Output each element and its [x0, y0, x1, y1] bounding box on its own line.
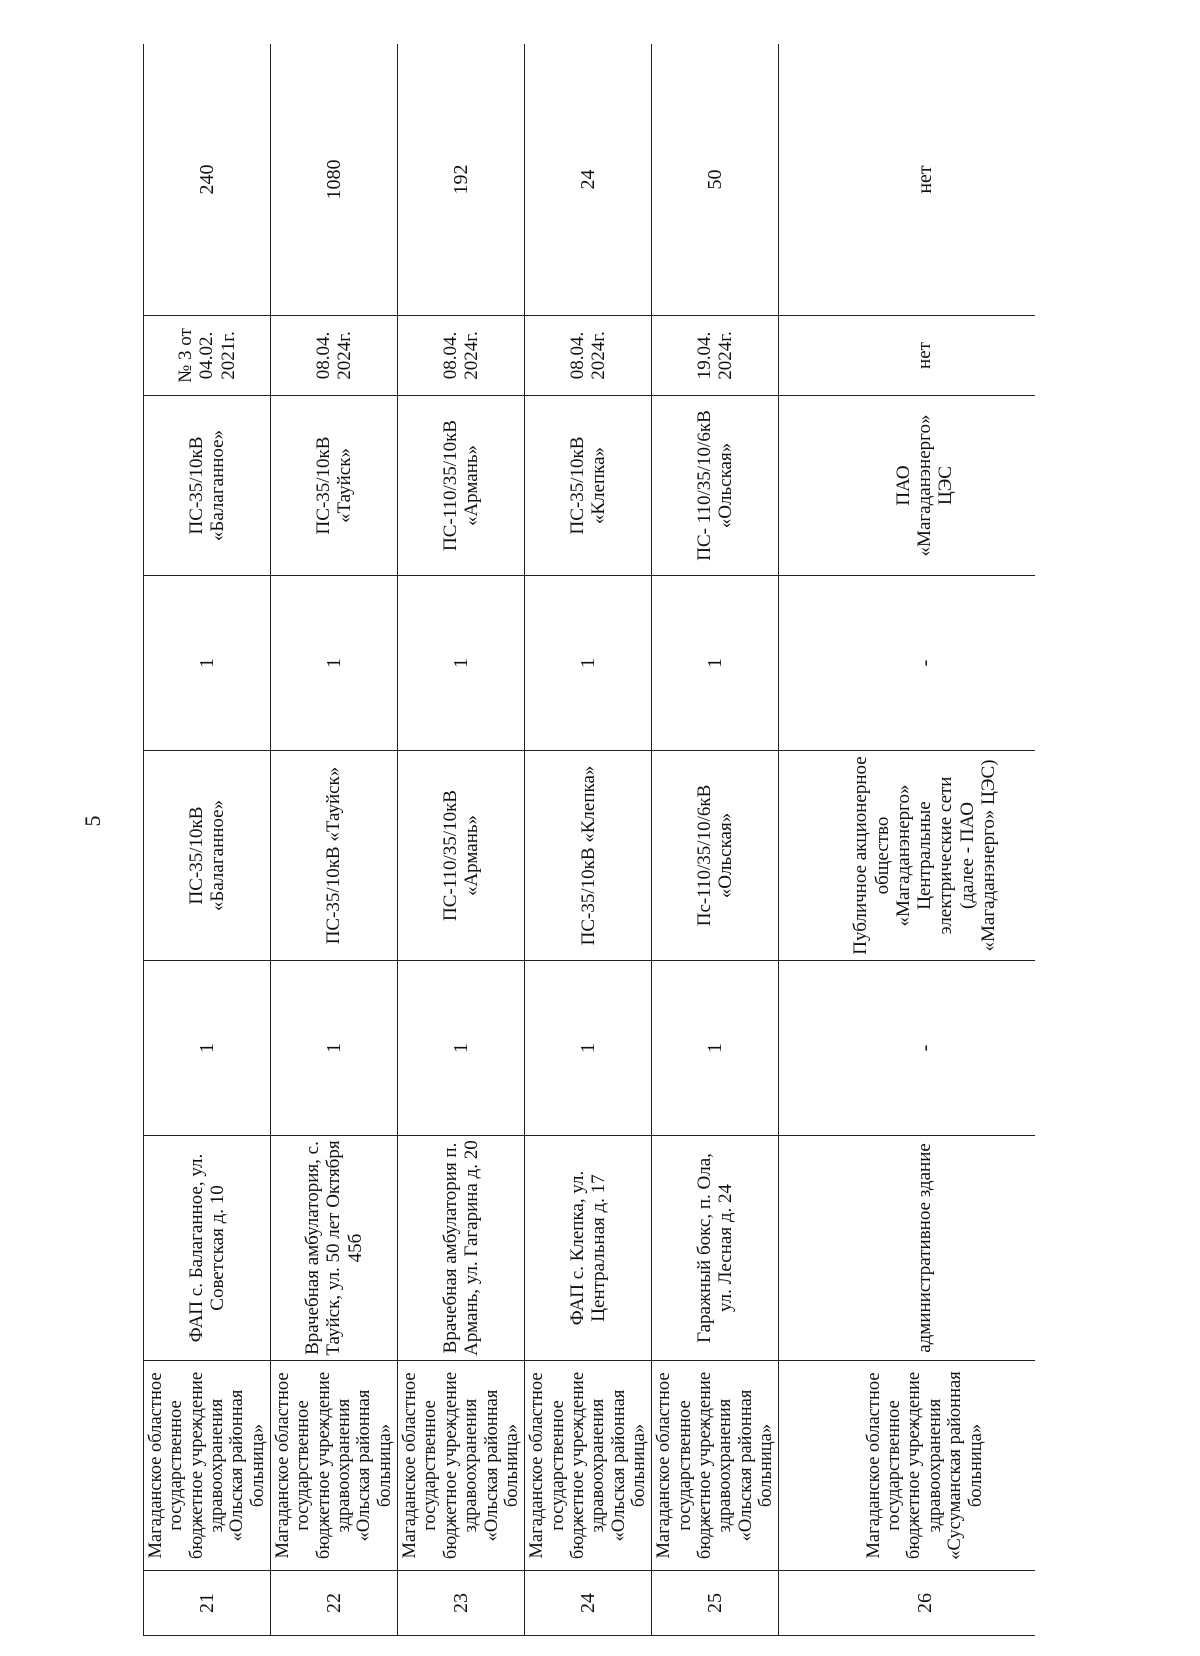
substation-cell: ПАО «Магаданэнерго» ЦЭС [779, 396, 1035, 576]
object-cell: Врачебная амбулатория, с. Тауйск, ул. 50 лет Октября 45б [271, 1136, 398, 1361]
date-cell: нет [779, 316, 1035, 396]
object-cell: Гаражный бокс, п. Ола, ул. Лесная д. 24 [652, 1136, 779, 1361]
organization-cell: Магаданское областное государственное бюджетное учреждение здравоохранения «Ольская районная больница» [525, 1361, 652, 1571]
date-cell: 19.04. 2024г. [652, 316, 779, 396]
table-row [525, 44, 652, 1636]
count-cell: 1 [525, 961, 652, 1136]
value-cell: 240 [144, 44, 271, 316]
date-cell: № 3 от 04.02. 2021г. [144, 316, 271, 396]
organization-cell: Магаданское областное государственное бюджетное учреждение здравоохранения «Ольская районная больница» [271, 1361, 398, 1571]
count-cell: 1 [398, 961, 525, 1136]
object-cell: Врачебная амбулатория п. Армань, ул. Гагарина д. 20 [398, 1136, 525, 1361]
row-number: 25 [652, 1571, 779, 1636]
object-cell: ФАП с. Клепка, ул. Центральная д. 17 [525, 1136, 652, 1361]
object-cell: административное здание [779, 1136, 1035, 1361]
organization-cell: Магаданское областное государственное бюджетное учреждение здравоохранения «Ольская районная больница» [144, 1361, 271, 1571]
date-cell: 08.04. 2024г. [525, 316, 652, 396]
value-cell: 24 [525, 44, 652, 316]
substation-cell: ПС-35/10кВ «Клепка» [525, 751, 652, 961]
count-cell: - [779, 576, 1035, 751]
substation-cell: ПС-35/10кВ «Балаганное» [144, 751, 271, 961]
count-cell: 1 [525, 576, 652, 751]
table-row [652, 44, 779, 1636]
value-cell: 1080 [271, 44, 398, 316]
substation-cell: ПС-35/10кВ «Тауйск» [271, 396, 398, 576]
count-cell: 1 [271, 576, 398, 751]
substation-cell: ПС-35/10кВ «Тауйск» [271, 751, 398, 961]
table-row [398, 44, 525, 1636]
value-cell: нет [779, 44, 1035, 316]
data-table [143, 44, 1035, 1636]
row-number: 21 [144, 1571, 271, 1636]
object-cell: ФАП с. Балаганное, ул. Советская д. 10 [144, 1136, 271, 1361]
date-cell: 08.04. 2024г. [271, 316, 398, 396]
substation-cell: ПС-35/10кВ «Клепка» [525, 396, 652, 576]
count-cell: 1 [652, 576, 779, 751]
row-number: 24 [525, 1571, 652, 1636]
organization-cell: Магаданское областное государственное бюджетное учреждение здравоохранения «Ольская районная больница» [652, 1361, 779, 1571]
substation-cell: Пс-110/35/10/6кВ «Ольская» [652, 751, 779, 961]
count-cell: 1 [144, 961, 271, 1136]
table-container [143, 44, 1035, 1636]
organization-cell: Магаданское областное государственное бюджетное учреждение здравоохранения «Сусуманская районная больница» [779, 1361, 1035, 1571]
table-row [779, 44, 1035, 1636]
value-cell: 50 [652, 44, 779, 316]
date-cell: 08.04. 2024г. [398, 316, 525, 396]
table-row [144, 44, 271, 1636]
count-cell: 1 [144, 576, 271, 751]
table-row [271, 44, 398, 1636]
value-cell: 192 [398, 44, 525, 316]
organization-cell: Магаданское областное государственное бюджетное учреждение здравоохранения «Ольская районная больница» [398, 1361, 525, 1571]
count-cell: 1 [398, 576, 525, 751]
row-number: 23 [398, 1571, 525, 1636]
substation-cell: ПС-110/35/10кВ «Армань» [398, 751, 525, 961]
count-cell: 1 [652, 961, 779, 1136]
count-cell: - [779, 961, 1035, 1136]
substation-cell: ПС-110/35/10кВ «Армань» [398, 396, 525, 576]
row-number: 22 [271, 1571, 398, 1636]
substation-cell: ПС- 110/35/10/6кВ «Ольская» [652, 396, 779, 576]
substation-cell: Публичное акционерное общество «Магаданэнерго» Центральные электрические сети (далее - ПАО «Магаданэнерго» ЦЭС) [779, 751, 1035, 961]
page-number: 5 [80, 815, 105, 827]
row-number: 26 [779, 1571, 1035, 1636]
count-cell: 1 [271, 961, 398, 1136]
substation-cell: ПС-35/10кВ «Балаганное» [144, 396, 271, 576]
